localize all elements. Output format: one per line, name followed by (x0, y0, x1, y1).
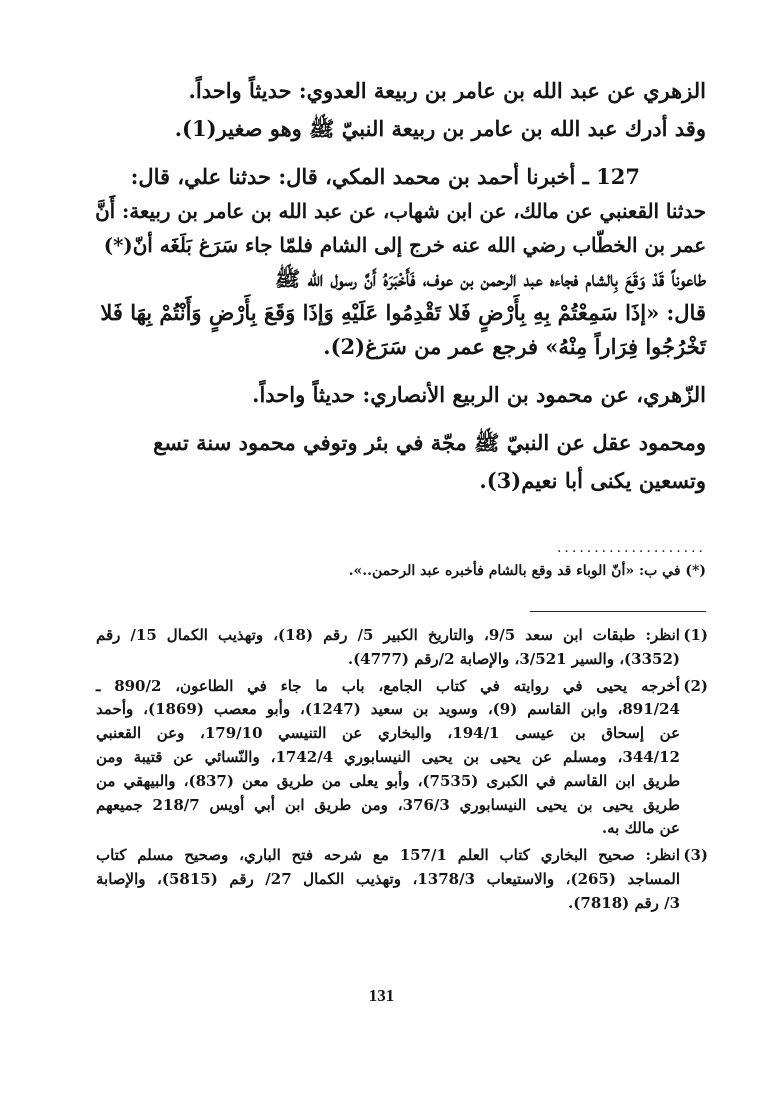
footnote-number: (2) (683, 676, 708, 695)
footnote-line: عن مالك به. (601, 819, 680, 838)
footnote-2 (96, 675, 708, 842)
text-line: طاعوناً قَدْ وَقَعَ بِالشام فجاءه عبد الرحمن بن عوف، فَأَخْبَرَهُ أَنَّ رسول الله ﷺ (274, 266, 706, 291)
text-line: تَخْرُجُوا فِرَاراً مِنْهُ» فرجع عمر من سَرَغ(2). (323, 334, 706, 359)
text-line: وتسعين يكنى أبا نعيم(3). (479, 468, 706, 493)
dotted-separator: .................... (556, 540, 706, 556)
footnote-line: عن إسحاق بن عيسى 194/1، والبخاري عن التنيسي 179/10، وعن القعنبي (96, 724, 681, 743)
footnote-line: (3352)، والسير 3/521، والإصابة 2/رقم (4777). (347, 649, 680, 668)
footnote-line: 3/ رقم (7818). (568, 893, 680, 912)
footnote-line: انظر: صحيح البخاري كتاب العلم 157/1 مع شرحه فتح الباري، وصحيح مسلم كتاب (96, 846, 681, 865)
hadith-127-start: 127 ـ أخبرنا أحمد بن محمد المكي، قال: حدثنا علي، قال: (130, 164, 640, 189)
text-line: الزهري عن عبد الله بن عامر بن ربيعة العدوي: حديثاً واحداً. (188, 78, 706, 103)
footnote-line: طريق ابن القاسم في الكبرى (7535)، وأبو يعلى من طريق معن (837)، والبيهقي من (96, 771, 681, 790)
text-line: الزّهري، عن محمود بن الربيع الأنصاري: حديثاً واحداً. (252, 382, 706, 407)
footnote-line: طريق يحيى بن يحيى النيسابوري 376/3، ومن طريق ابن أبي أويس 218/7 جميعهم (96, 795, 680, 814)
footnote-number: (3) (683, 846, 708, 865)
footnote-line: 891/24، وابن القاسم (9)، وسويد بن سعيد (1247)، وأبو معصب (1869)، وأحمد (96, 700, 680, 719)
footnotes (96, 624, 708, 919)
footnote-rule (530, 611, 706, 612)
text-line: حدثنا القعنبي عن مالك، عن ابن شهاب، عن عبد الله بن عامر بن ربيعة: أَنَّ (95, 199, 706, 223)
footnote-3 (96, 844, 708, 915)
footnote-1 (96, 624, 708, 672)
footnote-number: (1) (683, 626, 708, 644)
text-line: ومحمود عقل عن النبيّ ﷺ مجّة في بئر وتوفي محمود سنة تسع (153, 430, 706, 455)
text-line: قال: «إذَا سَمِعْتُمْ بِهِ بِأَرْضٍ فَلا تَقْدِمُوا عَلَيْهِ وَإذَا وَقَعَ بِأَرْضٍ وَأَنْتُمْ بِهَا فَلا (100, 300, 706, 325)
manuscript-variant-note: (*) في ب: «أنّ الوباء قد وقع بالشام فأخبره عبد الرحمن..». (348, 563, 706, 579)
text-line: عمر بن الخطّاب رضي الله عنه خرج إلى الشام فلمّا جاء سَرَغ بَلَغَه أنّ(*) (103, 233, 706, 257)
main-text (96, 74, 706, 498)
footnote-line: أخرجه يحيى في روايته في كتاب الجامع، باب ما جاء في الطاعون، 890/2 ـ (96, 676, 680, 695)
footnote-line: المساجد (265)، والاستيعاب 1378/3، وتهذيب الكمال 27/ رقم (5815)، والإصابة (96, 869, 681, 888)
page-number: 131 (368, 986, 395, 1005)
footnote-line: 344/12، ومسلم عن يحيى بن يحيى النيسابوري 1742/4، والنّسائي عن قتيبة ومن (96, 747, 680, 766)
text-line: وقد أدرك عبد الله بن عامر بن ربيعة النبيّ ﷺ وهو صغير(1). (174, 116, 706, 141)
footnote-line: انظر: طبقات ابن سعد 9/5، والتاريخ الكبير 5/ رقم (18)، وتهذيب الكمال 15/ رقم (96, 626, 680, 644)
